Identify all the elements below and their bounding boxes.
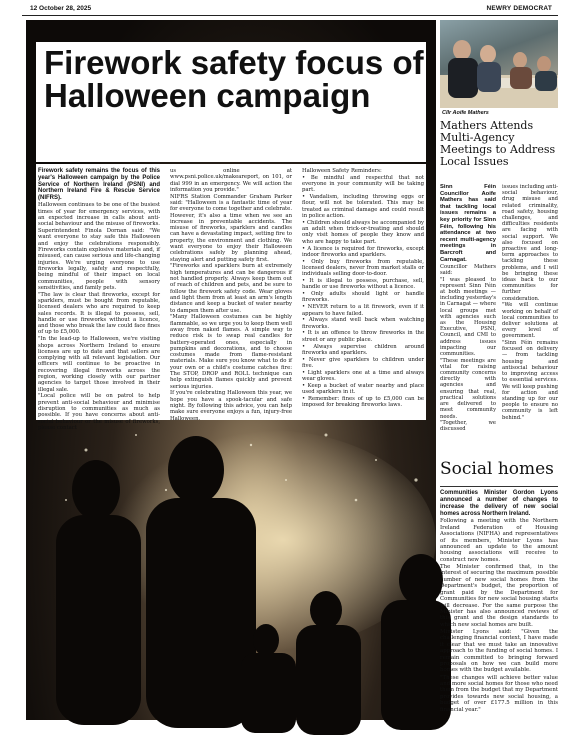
reminder-item: • It is illegal to possess, purchase, sell, handle or use fireworks without a licence. [302, 278, 424, 291]
social-paragraph: Minister Lyons said: "Given the challenging financial context, I have made it clear that we must take an innovative approach to the funding of social homes. I remain committed to bringing forward proposals on how we can build more homes with the budget available. [440, 628, 558, 674]
reminder-item: • Be mindful and respectful that not everyone in your community will be taking part. [302, 174, 424, 194]
reminders-heading: Halloween Safety Reminders: [302, 168, 382, 174]
meeting-scene [440, 20, 558, 108]
story-paragraph: "The law is clear that fireworks, except for sparklers, must be bought from reputable, licensed dealers who are required to keep sales records. It is illegal to possess, sell, handle or use fireworks without a licence, and those who break the law could face fines of up to £5,000. [38, 291, 160, 336]
mathers-headline: Mathers Attends Multi-Agency Meetings to Address Local Issues [440, 119, 556, 168]
reminder-item: • Always supervise children around fireworks and sparklers. [302, 343, 424, 356]
story-paragraph: "Many Halloween costumes can be highly flammable, so we urge you to keep them well away from naked flames. A simple way to reduce risk is to swap real candles for battery-operated ones, especially in pumpkins and decorations, and to choose costumes made from flame-resistant materials. Make sure you know what to do if your own or a child's costume catches fire: The STOP, DROP and ROLL technique can help extinguish flames quickly and prevent serious injuries. [170, 314, 292, 390]
social-paragraph: Following a meeting with the Northern Ireland Federation of Housing Associations (NIFHA) and representatives of its members, Minister Lyons has announced an update to the amount housing associations will receive to construct new homes. [440, 518, 558, 563]
mathers-column-2 [502, 184, 558, 452]
story-paragraph: NIFRS Station Commander Graham Parker said: "Halloween is a fantastic time of year for everyone to come together and celebrate. However, it's also a time when we see an increase in preventable accidents. The misuse of fireworks, sparklers and candles can have a devastating impact, setting fire to property, the environment and clothing. We want everyone to enjoy their Halloween celebrations safely by planning ahead, staying alert and putting safety first. [170, 193, 292, 263]
headline-panel [36, 42, 426, 162]
mathers-paragraph: "Sinn Féin remains focused on delivery — from tackling housing and antisocial behaviour to improving access to essential services. We will keep pushing for action and standing up for our people to ensure no community is left behind." [502, 340, 558, 421]
story-paragraph: us online at www.psni.police.uk/makeareport, on 101, or dial 999 in an emergency. We will action the information you provide." [170, 168, 292, 193]
mathers-column-1 [440, 184, 496, 452]
mathers-paragraph: issues including anti-social behaviour, drug misuse and related criminality, road safety, housing challenges, and difficulties residents are facing with social support. We also focused on proactive and long-term approaches to tackling these problems, and I will be bringing these ideas back to our communities for further consideration. [502, 184, 558, 302]
photo-caption: Cllr Aoife Mathers [442, 110, 489, 116]
reminder-item: • Never give sparklers to children under five. [302, 356, 424, 369]
story-paragraph: Halloween continues to be one of the busiest times of year for emergency services, with an expected increase in calls about anti-social behaviour and the misuse of fireworks. [38, 202, 160, 228]
social-paragraph: The Minister confirmed that, in the interest of securing the maximum possible number of new social homes from the Department's budget, the proportion of grant paid by the Department for Communities for new social housing starts will decrease. For the same purpose the Minister has also announced reviews of this grant and the design standards to which new social homes are built. [440, 564, 558, 628]
reminder-item: • It is an offence to throw fireworks in the street or any public place. [302, 330, 424, 343]
page-date: 12 October 28, 2025 [30, 5, 92, 12]
mathers-columns [440, 184, 558, 452]
story-column-2 [170, 168, 292, 422]
story-column-3 [302, 168, 424, 418]
reminder-item: • Light sparklers one at a time and always wear gloves. [302, 369, 424, 382]
story-text-panel [36, 164, 426, 431]
story-paragraph: "Fireworks and sparklers burn at extremely high temperatures and can be dangerous if not handled properly. Always keep them out of reach of children and pets, and be sure to follow the firework safety code. Wear gloves and light them from at least an arm's length distance and keep a bucket of water nearby to dampen them after use. [170, 263, 292, 314]
reminder-item: • Children should always be accompanied by an adult when trick-or-treating and should only visit homes of people they know and who are happy to take part. [302, 219, 424, 245]
mathers-paragraph: "These meetings are vital for raising community concerns directly with agencies and ensuring that real, practical solutions are delivered to meet community needs. [440, 357, 496, 420]
story-paragraph: "Local police will be on patrol to help prevent anti-social behaviour and minimise disruption to communities as much as possible. If you have concerns about anti-social behaviour or the misuse of fireworks, please contact [38, 393, 160, 431]
mathers-lead: Sinn Féin Councillor Aoife Mathers has said that tackling local issues remains a key priority for Sinn Féin, following his attendance at two recent multi-agency meetings in Barcroft and Carnagat. [440, 184, 496, 263]
reminder-item: • Always stand well back when watching fireworks. [302, 317, 424, 330]
social-lead: Communities Minister Gordon Lyons announced a number of changes to increase the delivery of new social homes across Northern Ireland. [440, 490, 558, 517]
story-paragraph: "In the lead-up to Halloween, we're visiting shops across Northern Ireland to ensure licenses are up to date and that sellers are complying with all relevant legislation. Our officers will continue to be proactive in recovering illegal fireworks across the region, working closely with our partner agencies to target those involved in their illegal sale. [38, 336, 160, 393]
story-paragraph: Superintendent Finola Dornan said: "We want everyone to stay safe this Halloween and enjoy the celebrations responsibly. Fireworks contain explosive materials and, if misused, can cause serious and life-changing injuries. We're urging everyone to use fireworks legally, safely and respectfully, being mindful of their impact on local communities, people with sensory sensitivities, and family pets. [38, 228, 160, 291]
reminder-item: • Vandalism, including throwing eggs or flour, will not be tolerated. This may be treated as criminal damage and could result in police action. [302, 194, 424, 220]
firework-story [26, 20, 436, 720]
story-paragraph: If you're celebrating Halloween this year, we hope you have a spook-tacular and safe night. By following this advice, you can help make sure everyone enjoys a fun, injury-free Halloween. [170, 390, 292, 422]
page-header [22, 4, 558, 14]
mathers-paragraph: "We will continue working on behalf of local communities to deliver solutions at every level of government. [502, 302, 558, 340]
paper-name: NEWRY DEMOCRAT [486, 5, 552, 12]
right-column [440, 20, 558, 720]
mathers-paragraph: "Together, we discussed [440, 420, 496, 433]
mathers-paragraph: Councillor Mathers said: [440, 263, 496, 276]
newspaper-page [22, 20, 558, 720]
story-lead: Firework safety remains the focus of this year's Halloween campaign by the Police Service of Northern Ireland (PSNI) and Northern Ireland Fire & Rescue Service (NIFRS). [38, 168, 160, 202]
mathers-paragraph: "I was pleased to represent Sinn Féin at both meetings — including yesterday's in Carnagat — where local groups met with agencies such as the Housing Executive, PSNI, Council, and CMI to address issues impacting our communities. [440, 276, 497, 357]
reminder-item: • Only buy fireworks from reputable, licensed dealers, never from market stalls or individuals selling door-to-door. [302, 258, 424, 278]
header-rule [22, 15, 558, 16]
story-columns [38, 168, 424, 431]
reminder-item: • Keep a bucket of water nearby and place used sparklers in it. [302, 382, 424, 396]
divider [440, 486, 558, 487]
social-paragraph: "These changes will achieve better value and more social homes for those who need them from the budget that my Department provides towards new social housing, a budget of over £177.5 million in this financial year." [440, 674, 558, 713]
meeting-photo [440, 20, 558, 108]
reminder-item: • Remember: fines of up to £5,000 can be imposed for breaking fireworks laws. [302, 395, 424, 409]
reminder-item: • NEVER return to a lit firework, even if it appears to have failed. [302, 304, 424, 317]
reminder-item: • A licence is required for fireworks, except indoor fireworks and sparklers. [302, 245, 424, 258]
firework-headline: Firework safety focus of Halloween campaign [44, 44, 424, 114]
story-column-1 [38, 168, 160, 431]
social-homes-headline: Social homes [440, 459, 554, 479]
social-homes-body [440, 490, 558, 718]
reminder-item: • Only adults should light or handle fireworks. [302, 291, 424, 304]
